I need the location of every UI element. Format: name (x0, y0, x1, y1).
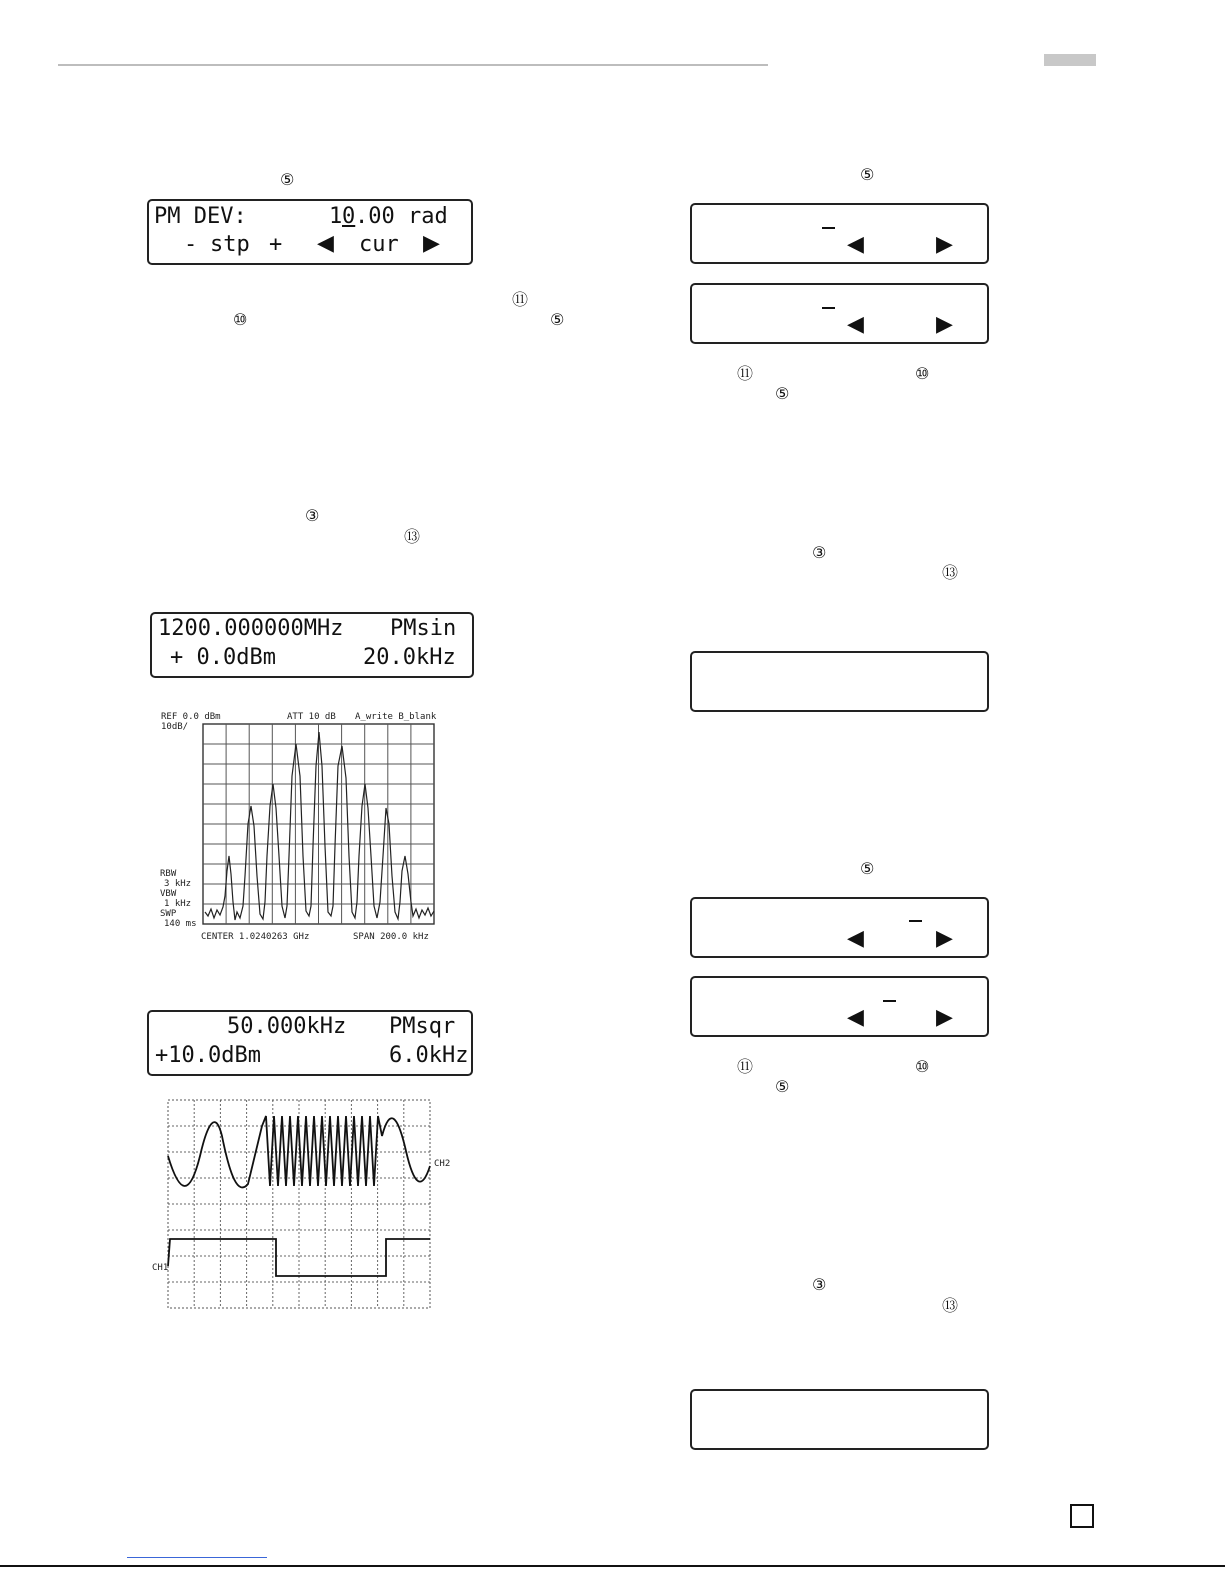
marker-10: ⑩ (915, 1057, 930, 1076)
lcd-mode: PMsqr (389, 1014, 456, 1039)
lcd-blank-5 (690, 976, 989, 1037)
lcd-cursor-digit: 0 (342, 204, 356, 229)
lcd-level: +10.0dBm (155, 1043, 261, 1068)
vbw-label: VBW (160, 889, 177, 899)
marker-5: ⑤ (775, 384, 790, 403)
lcd-level: + 0.0dBm (170, 645, 276, 670)
marker-3: ③ (812, 1275, 827, 1294)
lcd-pm-square-status (147, 1010, 473, 1076)
left-arrow-icon: ◀ (847, 232, 864, 257)
right-arrow-icon: ▶ (936, 312, 953, 337)
span: SPAN 200.0 kHz (353, 932, 429, 942)
marker-11: ⑪ (512, 290, 529, 309)
marker-10: ⑩ (233, 310, 248, 329)
left-arrow-icon: ◀ (847, 312, 864, 337)
lcd-pm-deviation (147, 199, 473, 265)
swp-label: SWP (160, 909, 177, 919)
marker-5: ⑤ (550, 310, 565, 329)
lcd-blank-3 (690, 651, 989, 712)
oscilloscope-plot (150, 1096, 460, 1314)
attenuation: ATT 10 dB (287, 712, 336, 722)
center-frequency: CENTER 1.0240263 GHz (201, 932, 310, 942)
cursor-left-arrow-icon: ◀ (317, 231, 334, 256)
lcd-label-pm-dev: PM DEV: (154, 204, 247, 229)
lcd-blank-2 (690, 283, 989, 344)
cursor-underline (822, 307, 835, 309)
lcd-mode: PMsin (390, 616, 457, 641)
lcd-value-prefix: 1 (329, 204, 343, 229)
marker-13: ⑬ (404, 527, 421, 546)
marker-3: ③ (305, 506, 320, 525)
vbw-value: 1 kHz (164, 899, 192, 909)
spectrum-analyzer-plot (155, 706, 445, 946)
marker-5: ⑤ (775, 1077, 790, 1096)
left-arrow-icon: ◀ (847, 1005, 864, 1030)
right-arrow-icon: ▶ (936, 1005, 953, 1030)
section-tab-marker (1044, 54, 1096, 66)
step-label: stp (210, 232, 250, 257)
page-number-box (1070, 1504, 1094, 1528)
scale: 10dB/ (161, 722, 189, 732)
footer-link-underline[interactable] (127, 1557, 267, 1558)
lcd-value-suffix: .00 rad (355, 204, 448, 229)
marker-13: ⑬ (942, 563, 959, 582)
lcd-deviation: 6.0kHz (389, 1043, 469, 1068)
lcd-blank-4 (690, 897, 989, 958)
marker-3: ③ (812, 543, 827, 562)
lcd-blank-1 (690, 203, 989, 264)
spectrum-trace (205, 732, 434, 920)
step-minus: - (184, 232, 198, 257)
step-plus: + (269, 232, 283, 257)
footer-rule (0, 1565, 1225, 1567)
marker-11: ⑪ (737, 364, 754, 383)
rbw-label: RBW (160, 869, 177, 879)
cursor-underline (883, 1000, 896, 1002)
left-arrow-icon: ◀ (847, 926, 864, 951)
trace-mode: A_write B_blank (355, 712, 437, 722)
marker-10: ⑩ (915, 364, 930, 383)
marker-5: ⑤ (860, 859, 875, 878)
marker-5: ⑤ (860, 165, 875, 184)
swp-value: 140 ms (164, 919, 197, 929)
marker-11: ⑪ (737, 1057, 754, 1076)
marker-5: ⑤ (280, 170, 295, 189)
marker-13: ⑬ (942, 1296, 959, 1315)
ch2-label: CH2 (434, 1159, 451, 1169)
right-arrow-icon: ▶ (936, 926, 953, 951)
cursor-right-arrow-icon: ▶ (423, 231, 440, 256)
rbw-value: 3 kHz (164, 879, 192, 889)
lcd-pm-sine-status (150, 612, 474, 678)
cursor-underline (909, 920, 922, 922)
cursor-label: cur (359, 232, 399, 257)
lcd-deviation: 20.0kHz (363, 645, 456, 670)
spectrum-grid (203, 724, 434, 924)
header-rule (58, 64, 768, 66)
ch1-label: CH1 (152, 1263, 169, 1273)
cursor-underline (822, 227, 835, 229)
lcd-rate: 50.000kHz (227, 1014, 347, 1039)
right-arrow-icon: ▶ (936, 232, 953, 257)
lcd-blank-6 (690, 1389, 989, 1450)
lcd-frequency: 1200.000000MHz (158, 616, 344, 641)
ref-level: REF 0.0 dBm (161, 712, 221, 722)
